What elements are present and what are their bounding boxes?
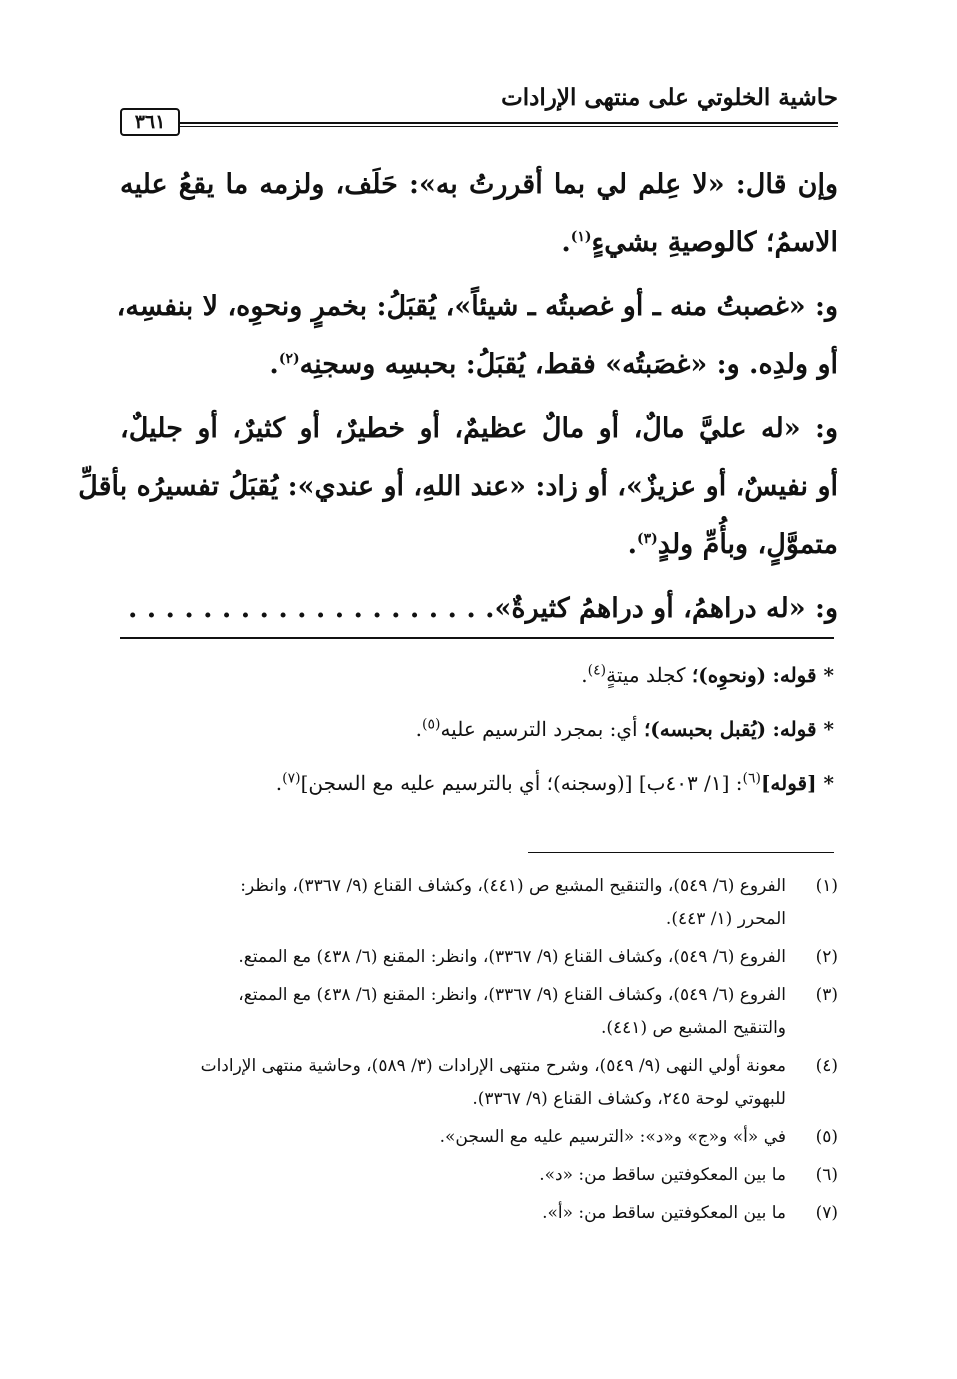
footnote: (٥) في «أ» و«ج» و«د»: «الترسيم عليه مع السجن». bbox=[439, 1127, 838, 1147]
main-line: متموَّلٍ، وبأُمِّ ولدٍ$^{(٣)}$. bbox=[627, 529, 838, 560]
footnote: (٣) الفروع (٦/ ٥٤٩)، وكشاف القناع (٩/ ٣٣٦٧)، وانظر: المقنع (٦/ ٤٣٨) مع الممتع، والتنقيح المشبع ص (٤٤١). bbox=[238, 985, 838, 1038]
footnote-ref: (٤) bbox=[587, 662, 607, 679]
footnote: (٦) ما بين المعكوفتين ساقط من: «د». bbox=[539, 1165, 838, 1185]
continuation-dots: . . . . . . . . . . . . . . . . . . . . bbox=[127, 593, 495, 624]
main-text bbox=[78, 156, 838, 638]
footnote-ref: (٧) bbox=[282, 770, 301, 787]
footnote: (١) الفروع (٦/ ٥٤٩)، والتنقيح المشبع ص (٤٤١)، وكشاف القناع (٩/ ٣٣٦٧)، وانظر: المحرر (١/ ٤٤٣). bbox=[240, 876, 838, 929]
main-line: الاسمُ؛ كالوصيةِ بشيءٍ$^{(١)}$. bbox=[561, 227, 838, 258]
footnote-ref: (٦) bbox=[742, 770, 761, 787]
main-line: أو نفيسٌ، أو عزيزٌ»، أو زاد: «عند اللهِ، أو عندي»: يُقبَلُ تفسيرُه بأقلِّ bbox=[78, 471, 838, 502]
commentary bbox=[150, 648, 834, 810]
footnote-ref: (٣) bbox=[636, 531, 658, 547]
footnote-ref: (٢) bbox=[278, 351, 300, 367]
main-line: و: «غصبتُ منه ـ أو غصبتُه ـ شيئاً»، يُقبَلُ: بخمرٍ ونحوِه، لا بنفسِه، bbox=[116, 291, 838, 322]
main-line: و: «له دراهمُ، أو دراهمُ كثيرةٌ». . . . . . . . . . . . . . . . . . . . bbox=[127, 593, 838, 624]
footnote: (٤) معونة أولي النهى (٩/ ٥٤٩)، وشرح منتهى الإرادات (٣/ ٥٨٩)، وحاشية منتهى الإرادات للبهوتي لوحة ٢٤٥، وكشاف القناع (٩/ ٣٣٦٧). bbox=[200, 1056, 838, 1109]
header-rule bbox=[180, 122, 838, 127]
comment-item: * [قوله]$^{(٦)}$: [١/ ٤٠٣ب] [(وسجنه)؛ أي بالترسيم عليه مع السجن]$^{(٧)}$. bbox=[275, 770, 834, 795]
footnote: (٧) ما بين المعكوفتين ساقط من: «أ». bbox=[542, 1203, 838, 1223]
footnote-separator bbox=[528, 852, 834, 853]
page-number: ٣٦١ bbox=[120, 108, 180, 136]
text-separator bbox=[120, 637, 834, 639]
comment-item: * قوله: (يُقبل بحبسه)؛ أي: بمجرد الترسيم عليه$^{(٥)}$. bbox=[415, 716, 834, 741]
footnote-ref: (٥) bbox=[421, 716, 441, 733]
page-header bbox=[120, 78, 838, 138]
footnote-ref: (١) bbox=[570, 229, 592, 245]
comment-item: * قوله: (ونحوِه)؛ كجلد ميتةٍ$^{(٤)}$. bbox=[581, 662, 834, 687]
main-line: وإن قال: «لا عِلم لي بما أقررتُ به»: حَلَف، ولزمه ما يقعُ عليه bbox=[120, 169, 838, 200]
footnote: (٢) الفروع (٦/ ٥٤٩)، وكشاف القناع (٩/ ٣٣٦٧)، وانظر: المقنع (٦/ ٤٣٨) مع الممتع. bbox=[238, 947, 838, 967]
main-line: أو ولدِه. و: «غصَبتُه» فقط، يُقبَلُ: بحبسِه وسجنِه$^{(٢)}$. bbox=[269, 349, 838, 380]
book-title: حاشية الخلوتي على منتهى الإرادات bbox=[501, 84, 838, 111]
footnotes bbox=[120, 870, 838, 1235]
main-line: و: «له عليَّ مالٌ، أو مالٌ عظيمٌ، أو خطيرٌ، أو كثيرٌ، أو جليلٌ، bbox=[120, 413, 838, 444]
